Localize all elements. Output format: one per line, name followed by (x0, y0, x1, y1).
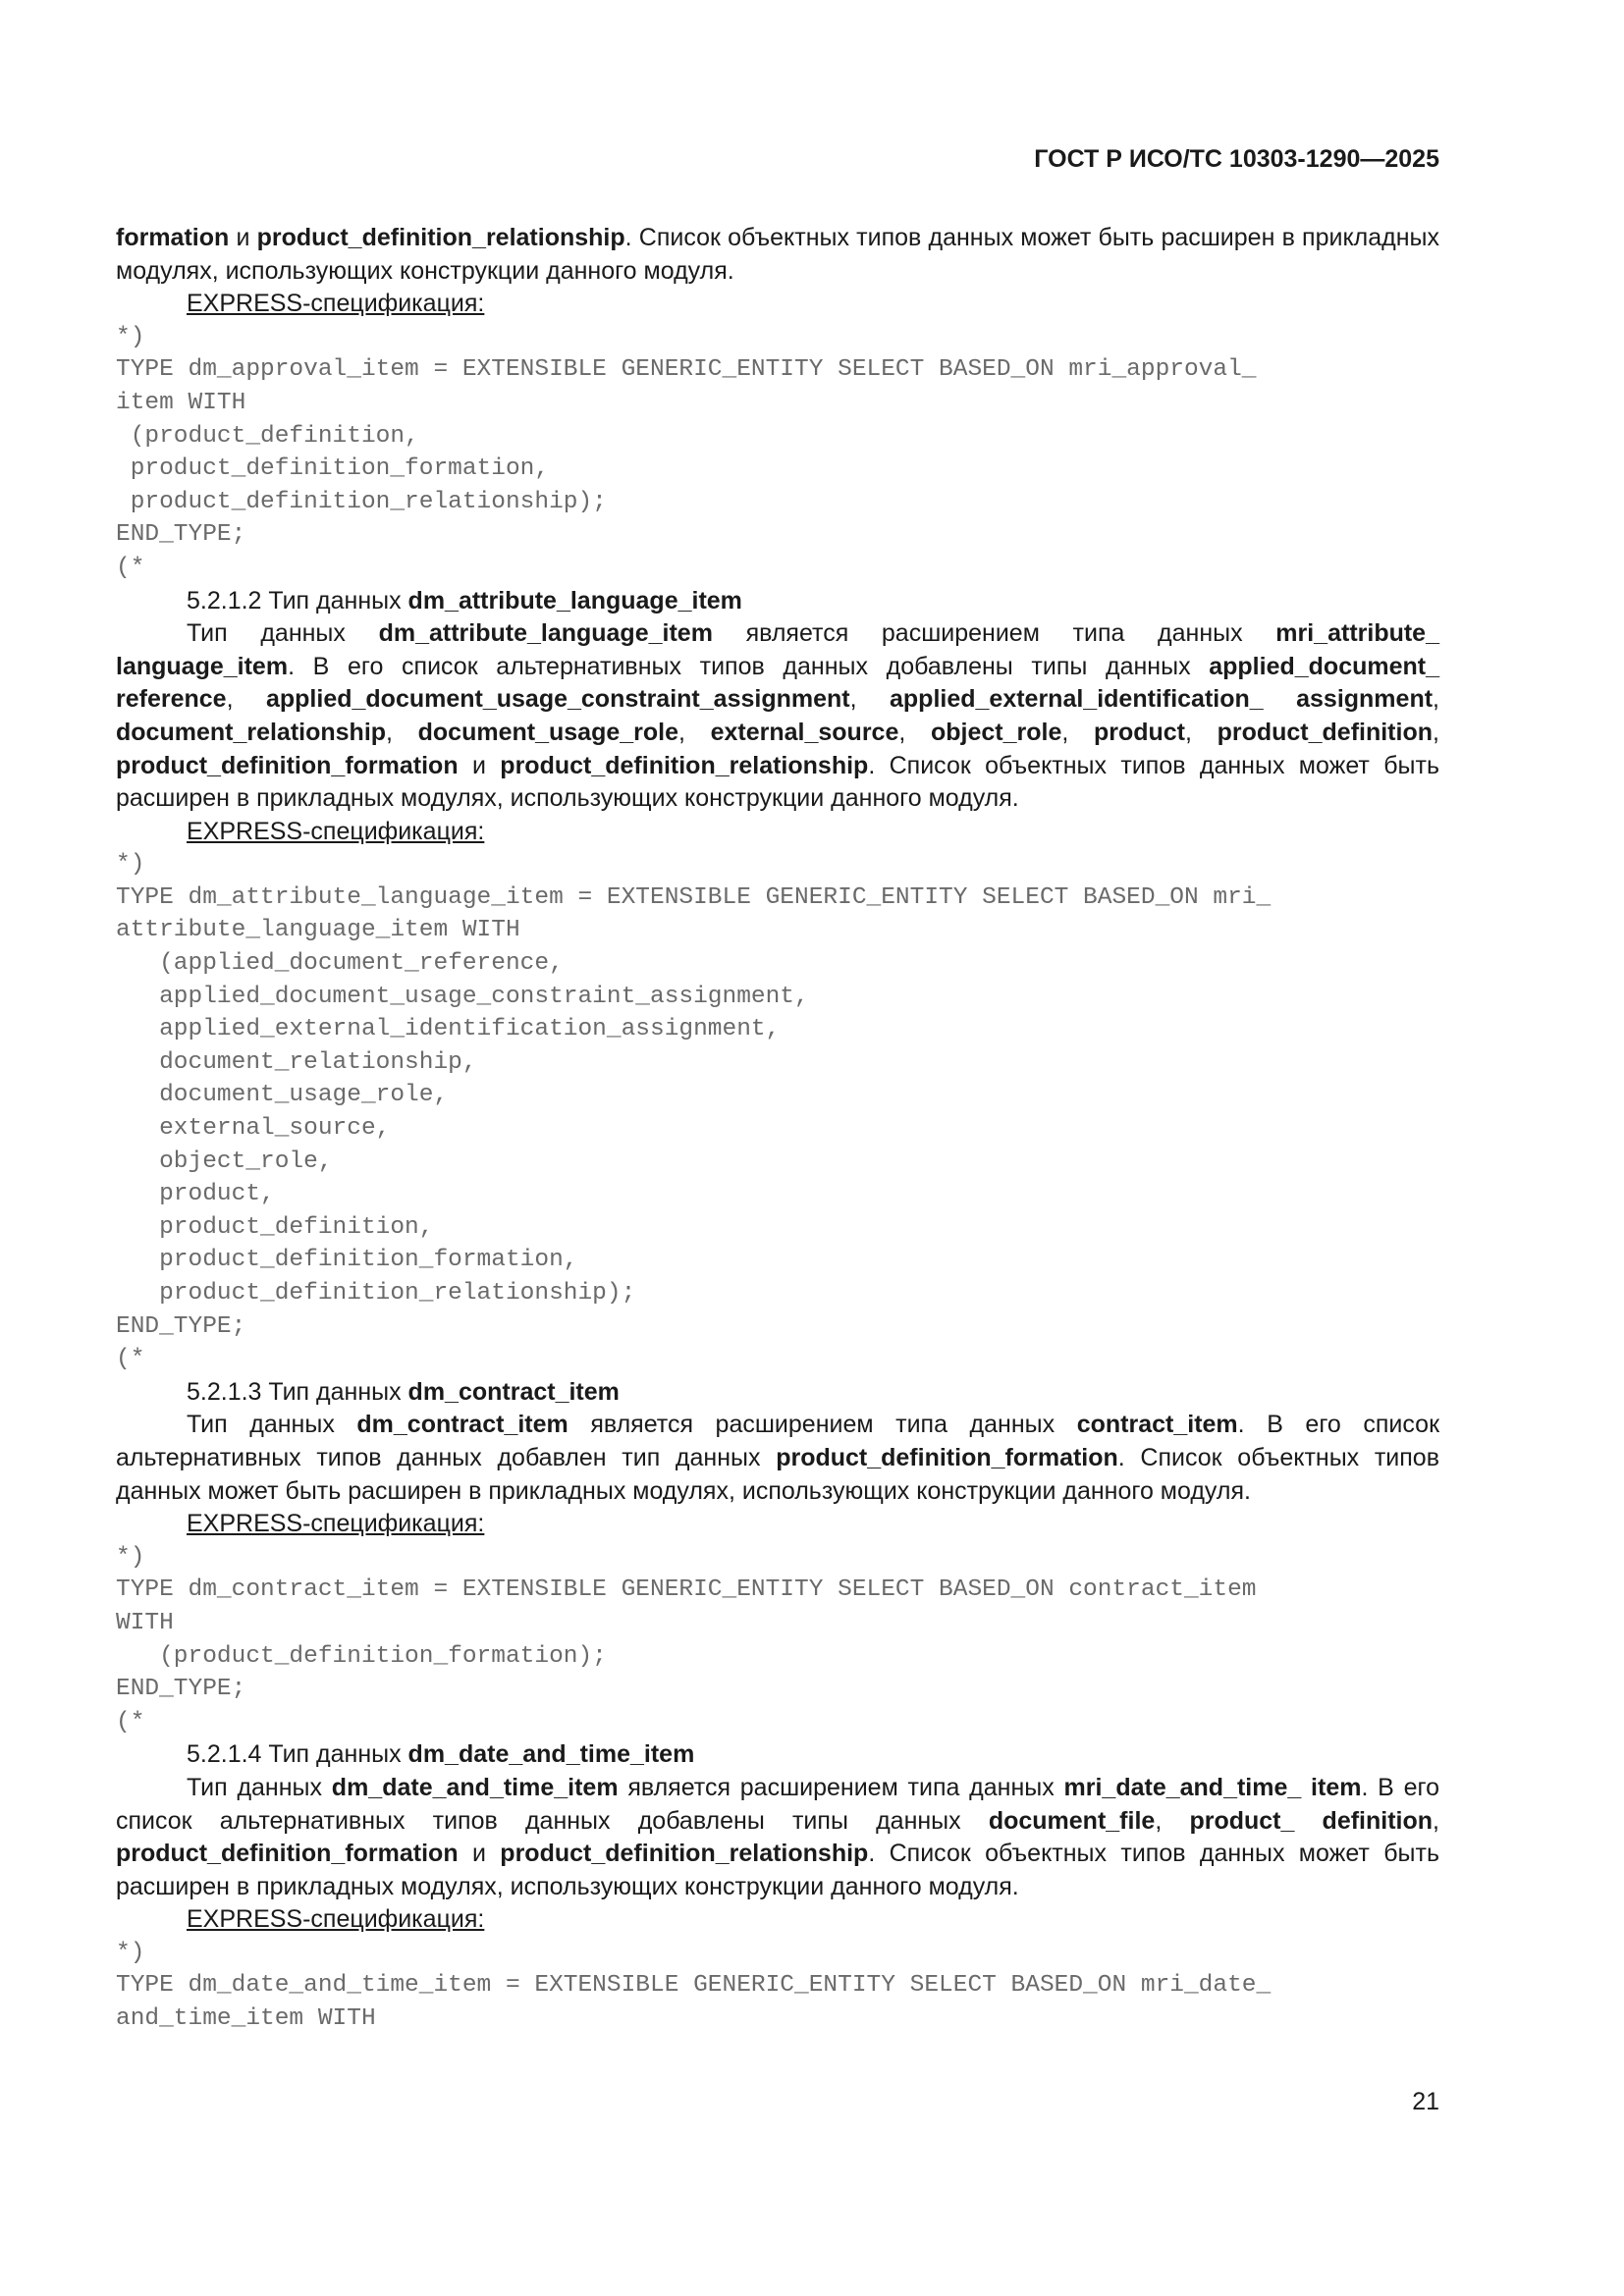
term: document_usage_role (417, 718, 678, 746)
express-spec-label: EXPRESS-спецификация: (187, 1905, 485, 1934)
text: , (849, 685, 890, 714)
express-spec-label: EXPRESS-спецификация: (187, 1510, 485, 1538)
term: contract_item (1076, 1411, 1238, 1439)
heading-name: dm_attribute_language_item (407, 586, 742, 614)
section-heading-5-2-1-4 (116, 1738, 1439, 1772)
intro-paragraph (116, 222, 1439, 288)
section-paragraph-5-2-1-3 (116, 1409, 1439, 1508)
text: Тип данных (187, 619, 379, 648)
term: product_definition (1217, 718, 1433, 746)
text: является расширением типа данных (568, 1411, 1077, 1439)
section-heading-5-2-1-3 (116, 1376, 1439, 1410)
term: product_definition_formation (116, 1840, 459, 1868)
text: Тип данных (187, 1411, 357, 1439)
text: и (229, 224, 257, 251)
term: mri_date_and_time_ item (1063, 1773, 1362, 1801)
text: является расширением типа данных (618, 1773, 1064, 1801)
text: . В его список альтернативных типов данных добавлены типы данных (288, 652, 1210, 680)
text: и (458, 751, 501, 779)
term: dm_date_and_time_item (331, 1773, 619, 1801)
term: applied_external_identification_ assignment (890, 685, 1434, 714)
text: . В его список альтернативных типов данных добавлен тип данных (116, 1411, 1440, 1471)
term: dm_attribute_language_item (378, 619, 713, 648)
term: object_role (930, 718, 1062, 746)
term: external_source (710, 718, 899, 746)
code-block-attribute-language-item: *) TYPE dm_attribute_language_item = EXTENSIBLE GENERIC_ENTITY SELECT BASED_ON mri_ attribute_language_item WITH (applied_document_reference, applied_document_usage_constraint_assignment, applied_external_identification_assignment, document_relationship, document_usage_role, external_source, object_role, product, product_definition, product_definition_formation, product_definition_relationship); END_TYPE; (* (116, 851, 1272, 1373)
heading-number: 5.2.1.2 Тип данных (187, 586, 408, 614)
term: document_file (988, 1806, 1156, 1835)
text: , (898, 718, 931, 746)
text: , (1155, 1806, 1190, 1835)
text: является расширением типа данных (712, 619, 1276, 648)
term: product_definition_formation (116, 751, 459, 779)
heading-name: dm_contract_item (407, 1377, 620, 1406)
term: product_definition_relationship (500, 751, 869, 779)
text: . Список объектных типов данных может быть расширен в прикладных модулях, использующих конструкции данного модуля. (116, 224, 1440, 285)
term: formation (116, 224, 230, 251)
text: , (1061, 718, 1094, 746)
code-block-date-and-time-item: *) TYPE dm_date_and_time_item = EXTENSIBLE GENERIC_ENTITY SELECT BASED_ON mri_date_ and_time_item WITH (116, 1939, 1272, 2033)
text: . Список объектных типов данных может быть расширен в прикладных модулях, использующих конструкции данного модуля. (116, 1443, 1439, 1505)
term: product_definition_relationship (256, 224, 625, 251)
heading-number: 5.2.1.3 Тип данных (187, 1377, 408, 1406)
text: , (386, 718, 418, 746)
term: applied_document_ reference (116, 652, 1439, 714)
text: Тип данных (187, 1773, 332, 1801)
text: , (226, 685, 266, 714)
text: . Список объектных типов данных может быть расширен в прикладных модулях, использующих конструкции данного модуля. (116, 751, 1439, 813)
term: mri_attribute_ language_item (116, 619, 1439, 680)
express-spec-label: EXPRESS-спецификация: (187, 817, 485, 845)
term: product (1093, 718, 1185, 746)
standard-header: ГОСТ Р ИСО/ТС 10303-1290—2025 (1034, 145, 1439, 173)
term: document_relationship (116, 718, 387, 746)
section-paragraph-5-2-1-4 (116, 1772, 1439, 1903)
code-block-approval-item: *) TYPE dm_approval_item = EXTENSIBLE GENERIC_ENTITY SELECT BASED_ON mri_approval_ item WITH (product_definition, product_definition_formation, product_definition_relationship); END_TYPE; (* (116, 323, 1257, 581)
term: product_definition_relationship (500, 1840, 869, 1868)
page-content (116, 222, 1439, 2036)
heading-number: 5.2.1.4 Тип данных (187, 1740, 408, 1769)
text: . Список объектных типов данных может быть расширен в прикладных модулях, использующих конструкции данного модуля. (116, 1840, 1439, 1900)
section-paragraph-5-2-1-2 (116, 617, 1439, 816)
term: product_ definition (1189, 1806, 1434, 1835)
text: . В его список альтернативных типов данных добавлены типы данных (116, 1773, 1440, 1835)
text: , (1184, 718, 1218, 746)
text: , (678, 718, 711, 746)
term: applied_document_usage_constraint_assignment (265, 685, 850, 714)
code-block-contract-item: *) TYPE dm_contract_item = EXTENSIBLE GENERIC_ENTITY SELECT BASED_ON contract_item WITH (product_definition_formation); END_TYPE; (* (116, 1543, 1257, 1735)
heading-name: dm_date_and_time_item (407, 1740, 695, 1769)
term: product_definition_formation (776, 1443, 1118, 1471)
text: , (1433, 718, 1439, 746)
text: и (458, 1840, 501, 1868)
page-number: 21 (1412, 2088, 1439, 2115)
text: , (1433, 1806, 1439, 1835)
text: , (1433, 685, 1439, 714)
term: dm_contract_item (356, 1411, 568, 1439)
express-spec-label: EXPRESS-спецификация: (187, 290, 485, 318)
section-heading-5-2-1-2 (116, 585, 1439, 618)
